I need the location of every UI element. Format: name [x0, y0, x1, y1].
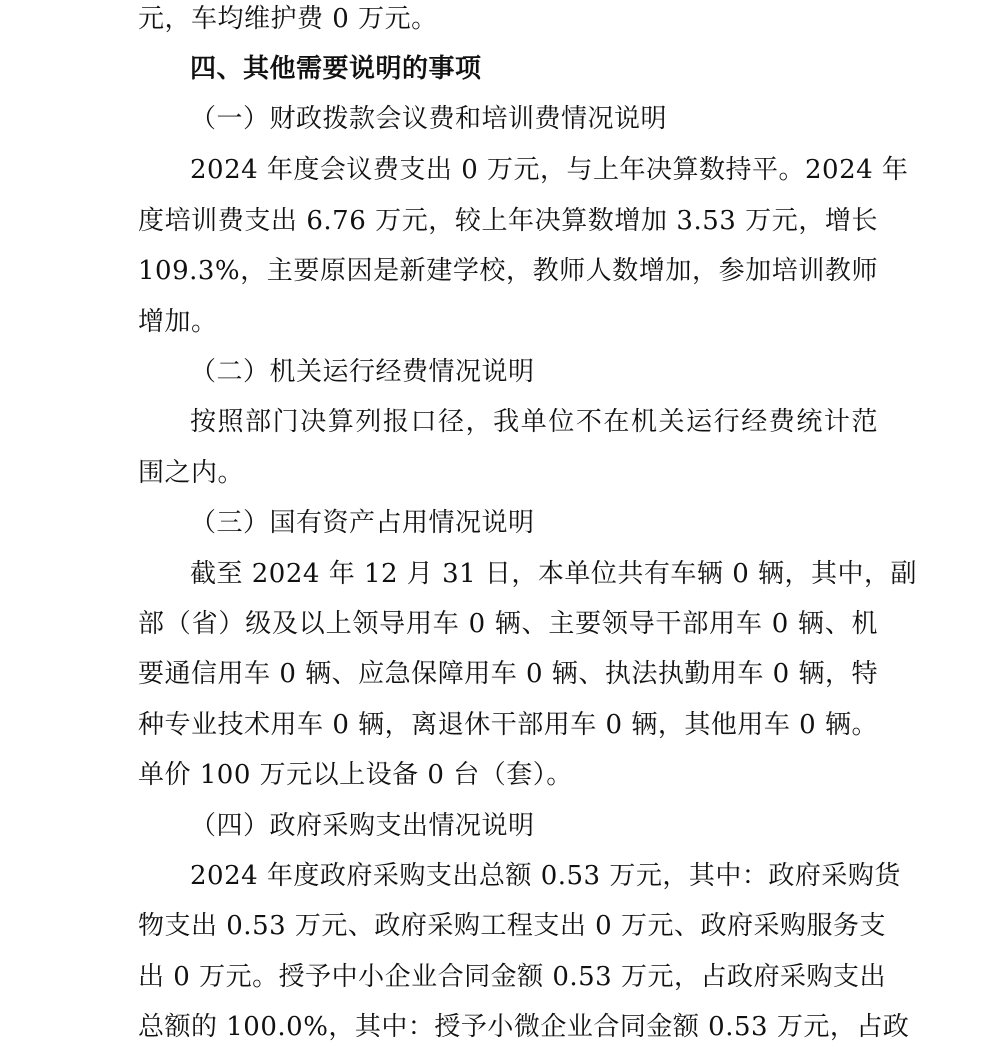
paragraph-line: 部（省）级及以上领导用车 0 辆、主要领导干部用车 0 辆、机 [138, 609, 878, 639]
paragraph-line: 出 0 万元。授予中小企业合同金额 0.53 万元，占政府采购支出 [138, 962, 886, 992]
paragraph-line: 增加。 [138, 307, 218, 337]
paragraph-line: 109.3%，主要原因是新建学校，教师人数增加，参加培训教师 [138, 256, 878, 286]
subsection-heading: （二）机关运行经费情况说明 [190, 357, 535, 387]
paragraph-line: 2024 年度会议费支出 0 万元，与上年决算数持平。2024 年 [190, 155, 909, 185]
subsection-heading: （四）政府采购支出情况说明 [190, 811, 535, 841]
paragraph-line: 单价 100 万元以上设备 0 台（套）。 [138, 760, 573, 790]
paragraph-line: 围之内。 [138, 458, 245, 488]
subsection-heading: （一）财政拨款会议费和培训费情况说明 [190, 104, 668, 134]
paragraph-line: 种专业技术用车 0 辆，离退休干部用车 0 辆，其他用车 0 辆。 [138, 710, 878, 740]
paragraph-line: 2024 年度政府采购支出总额 0.53 万元，其中：政府采购货 [190, 861, 901, 891]
paragraph-line: 总额的 100.0%，其中：授予小微企业合同金额 0.53 万元，占政 [138, 1012, 910, 1042]
paragraph-line: 度培训费支出 6.76 万元，较上年决算数增加 3.53 万元，增长 [138, 206, 878, 236]
subsection-heading: （三）国有资产占用情况说明 [190, 508, 535, 538]
paragraph-line: 截至 2024 年 12 月 31 日，本单位共有车辆 0 辆，其中，副 [190, 559, 917, 589]
paragraph-line: 按照部门决算列报口径，我单位不在机关运行经费统计范 [190, 407, 878, 437]
paragraph-line: 要通信用车 0 辆、应急保障用车 0 辆、执法执勤用车 0 辆，特 [138, 659, 878, 689]
paragraph-line: 元，车均维护费 0 万元。 [138, 4, 438, 34]
section-heading: 四、其他需要说明的事项 [190, 54, 482, 84]
paragraph-line: 物支出 0.53 万元、政府采购工程支出 0 万元、政府采购服务支 [138, 911, 886, 941]
